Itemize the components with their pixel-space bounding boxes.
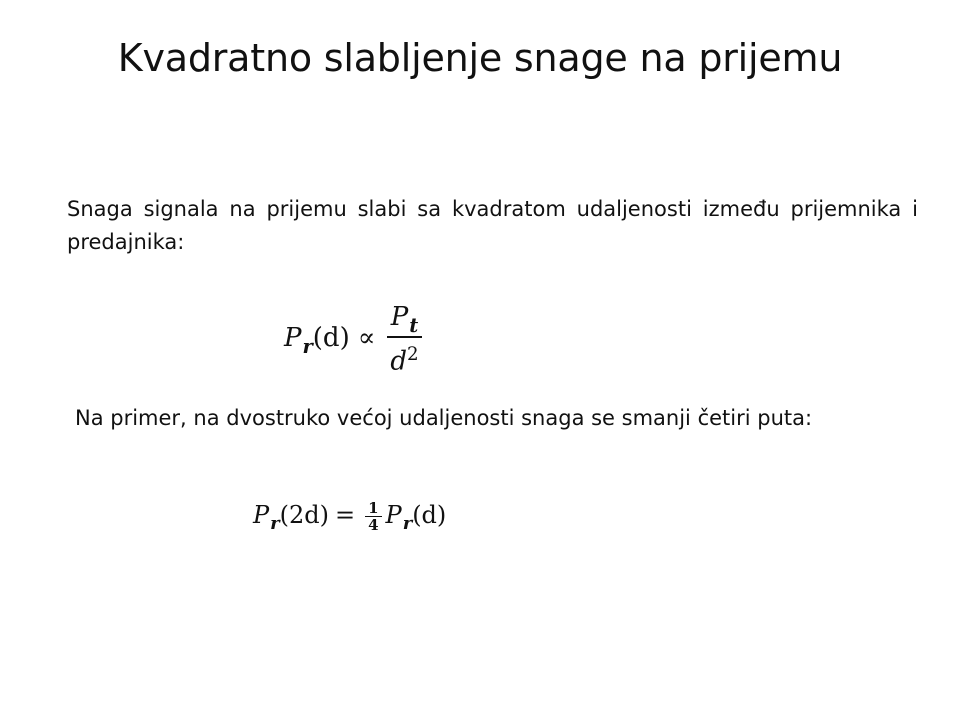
equals-symbol: =: [335, 501, 356, 529]
paragraph-power-decay: Snaga signala na prijemu slabi sa kvadratom udaljenosti između prijemnika i predajnika:: [67, 197, 918, 254]
formula-quarter-fraction: [365, 500, 381, 533]
formula-fraction: [387, 300, 421, 379]
fraction-denominator: $d^2$: [387, 336, 421, 379]
formula-double-distance: [253, 500, 446, 533]
proportional-symbol: ∝: [357, 323, 376, 354]
paragraph-example: Na primer, na dvostruko većoj udaljenosti snaga se smanji četiri puta:: [75, 406, 813, 430]
formula-rhs: $P_r(d)$: [385, 501, 447, 535]
formula-lhs: $P_r(d)$: [284, 323, 350, 359]
formula-lhs: $P_r(2d)$: [253, 501, 329, 535]
fraction-denominator: 4: [365, 516, 381, 533]
slide-title: Kvadratno slabljenje snage na prijemu: [117, 36, 843, 80]
fraction-numerator: 1: [368, 499, 379, 517]
formula-power-proportional: [284, 300, 426, 379]
fraction-numerator: $P_t$: [390, 302, 419, 337]
